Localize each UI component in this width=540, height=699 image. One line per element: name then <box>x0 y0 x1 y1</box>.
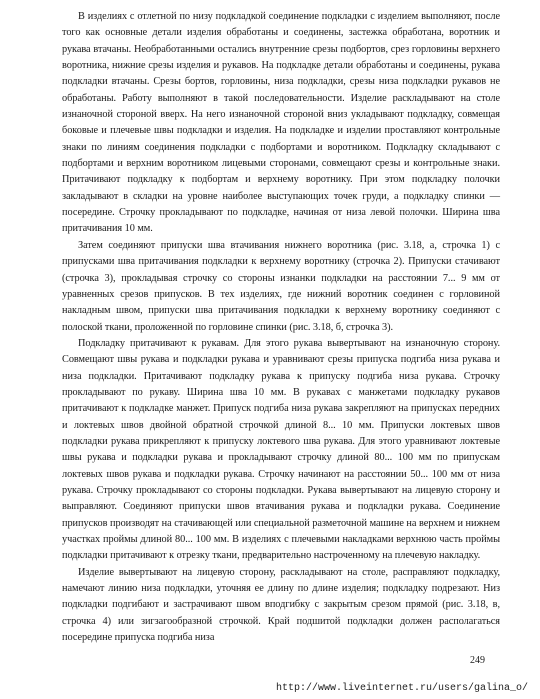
document-page <box>62 9 500 646</box>
paragraph-lining-attachment: В изделиях с отлетной по низу подкладкой соединение подкладки с изделием выполняют, после того как основные детали изделия обработаны и соединены, застежка обработана, воротник и рукава втачаны. Необработанными остались внутренние срезы подбортов, срез горловины верхнего воротника, нижние срезы изделия и рукавов. На подкладке детали обработаны и соединены, рукава подкладки втачаны. Срезы бортов, горловины, низа подкладки, срезы низа подкладки рукавов не обработаны. Работу выполняют в такой последовательности. Изделие раскладывают на столе изнаночной стороной вверх. На него изнаночной стороной вниз укладывают подкладку, совмещая боковые и плечевые швы подкладки и изделия. На подкладке и изделии проставляют контрольные знаки по линиям соединения подкладки с подбортами и воротником. Подкладку складывают с подбортами и верхним воротником лицевыми сторонами, совмещают срезы и контрольные знаки. Притачивают подкладку к подбортам и верхнему воротнику. При этом подкладку полочки закладывают в складки на уровне наиболее выступающих точек груди, а подкладку спинки — посередине. Строчку прокладывают по подкладке, начиная от низа левой полочки. Ширина шва притачивания 10 мм. <box>62 11 500 235</box>
page-number: 249 <box>470 655 485 666</box>
paragraph-collar-seam: Затем соединяют припуски шва втачивания нижнего воротника (рис. 3.18, а, строчка 1) с припусками шва притачивания подкладки к верхнему воротнику (строчка 2). Припуски стачивают (строчка 3), прокладывая строчку со стороны изнанки подкладки на расстоянии 7... 9 мм от уравненных срезов припусков. В тех изделиях, где нижний воротник соединен с горловиной накладным швом, припуски шва притачивания подкладки к верхнему воротнику соединяют с полоской ткани, проложенной по горловине спинки (рис. 3.18, б, строчка 3). <box>62 239 500 333</box>
paragraph-hem-finishing: Изделие вывертывают на лицевую сторону, раскладывают на столе, расправляют подкладку, намечают линию низа подкладки, уточняя ее длину по длине изделия; подкладку подрезают. Низ подкладки подгибают и застрачивают швом вподгибку с закрытым срезом прямой (рис. 3.18, в, строчка 4) или зигзагообразной строчкой. Край подшитой подкладки должен располагаться посередине припуска подгиба низа <box>62 566 500 644</box>
watermark-url: http://www.liveinternet.ru/users/galina_o/ <box>276 683 529 694</box>
paragraph-sleeve-lining: Подкладку притачивают к рукавам. Для этого рукава вывертывают на изнаночную сторону. Совмещают швы рукава и подкладки рукава и уравнивают срезы припуска подгиба низа рукава и низа подкладки. Притачивают подкладку рукава к припуску подгиба низа рукава. Строчку прокладывают по рукаву. Ширина шва 10 мм. В рукавах с манжетами подкладку рукавов притачивают к подкладке манжет. Припуск подгиба низа рукава закрепляют на припусках передних и локтевых швов двойной обратной строчкой длиной 8... 10 мм. Припуски локтевых швов подкладки рукава прикрепляют к припуску локтевого шва рукава. Для этого уравнивают локтевые швы рукава и подкладки рукава и прокладывают строчку длиной 80... 100 мм по припускам локтевых швов рукава и подкладки рукава. Строчку начинают на расстоянии 50... 100 мм от низа рукава. Строчку прокладывают со стороны подкладки. Рукава вывертывают на лицевую сторону и выправляют. Соединяют припуски швов втачивания рукава и подкладки рукава. Соединение припусков производят на стачивающей или специальной разметочной машине на верхнем и нижнем участках проймы длиной 80... 100 мм. В изделиях с плечевыми накладками верхнюю часть проймы подкладки притачивают к отрезку ткани, предварительно настроченному на плечевую накладку. <box>62 337 500 562</box>
